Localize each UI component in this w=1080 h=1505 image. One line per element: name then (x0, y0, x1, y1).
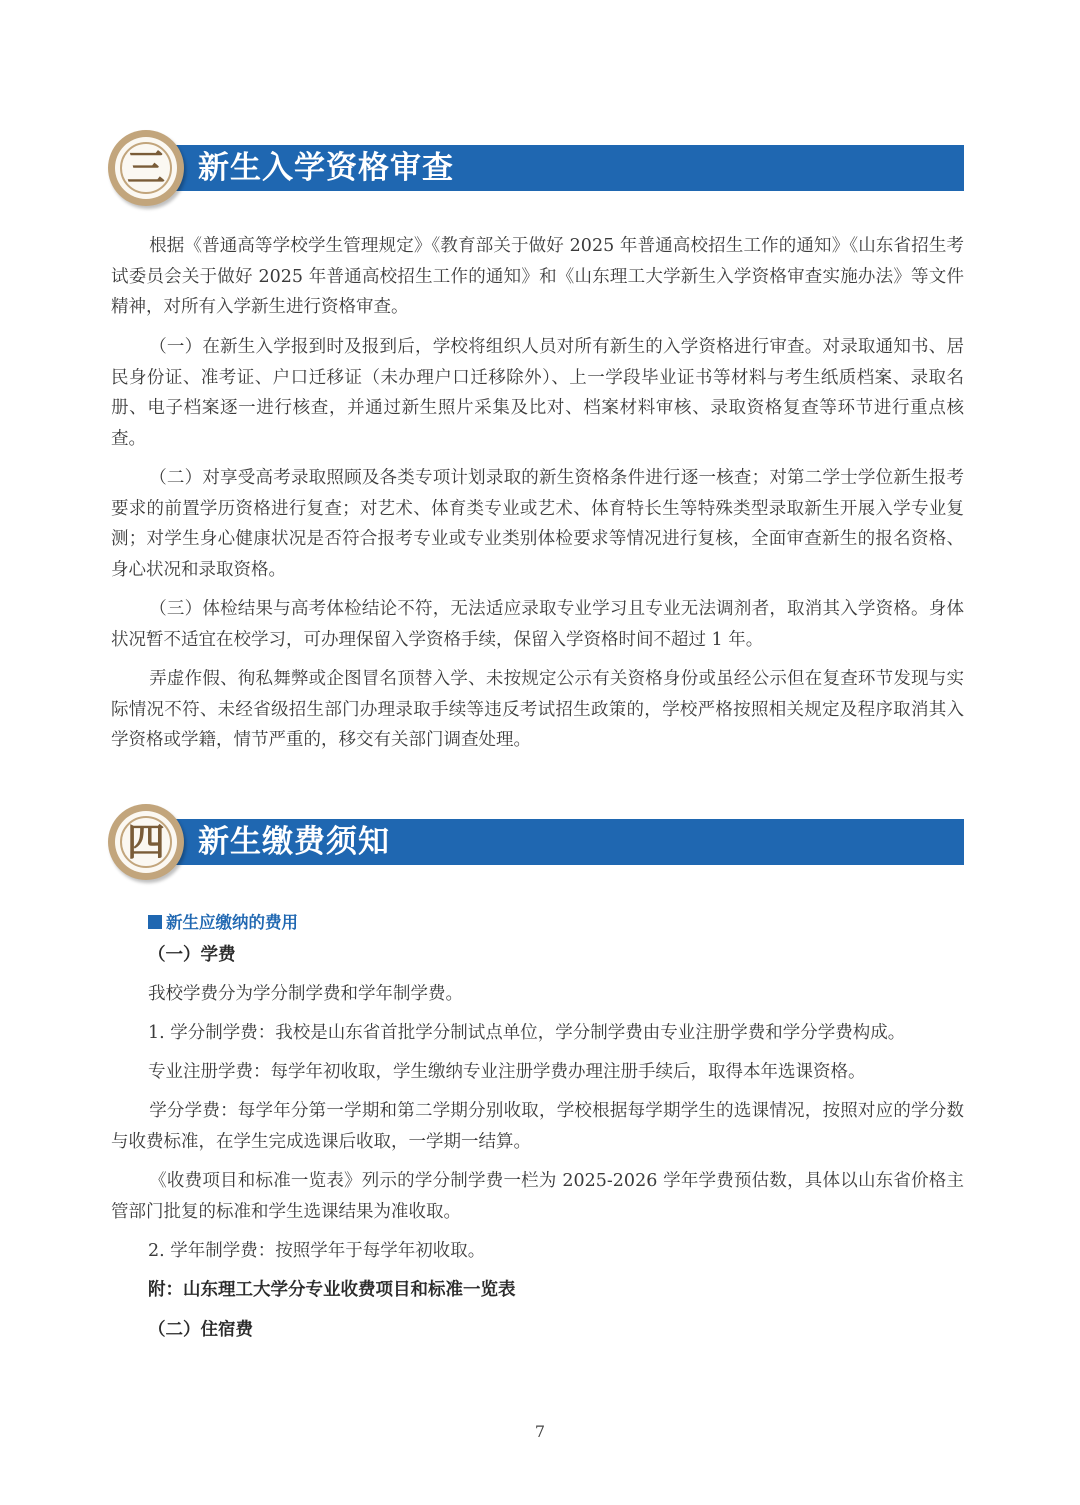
section-header-3 (108, 135, 964, 213)
paragraph: （三）体检结果与高考体检结论不符，无法适应录取专业学习且专业无法调剂者，取消其入学资格。身体状况暂不适宜在校学习，可办理保留入学资格手续，保留入学资格时间不超过 1 年。 (111, 599, 964, 650)
text-line: 专业注册学费：每学年初收取，学生缴纳专业注册学费办理注册手续后，取得本年选课资格。 (148, 1062, 866, 1082)
section-number-badge (108, 130, 184, 206)
section-title-bar (156, 145, 964, 191)
section-number: 四 (126, 820, 165, 864)
section-title: 新生缴费须知 (198, 824, 390, 860)
appendix-line: 附：山东理工大学分专业收费项目和标准一览表 (148, 1280, 516, 1300)
tuition-heading: （一）学费 (148, 945, 236, 965)
section-title: 新生入学资格审查 (198, 150, 454, 186)
fee-subheading: 新生应缴纳的费用 (148, 910, 298, 936)
square-bullet-icon (148, 915, 162, 929)
paragraph: 根据《普通高等学校学生管理规定》《教育部关于做好 2025 年普通高校招生工作的通知》《山东省招生考试委员会关于做好 2025 年普通高校招生工作的通知》和《山东理工大学新生入学资格审查实施办法》等文件精神，对所有入学新生进行资格审查。 (111, 236, 964, 317)
section-title-bar (156, 819, 964, 865)
paragraph: 弄虚作假、徇私舞弊或企图冒名顶替入学、未按规定公示有关资格身份或虽经公示但在复查环节发现与实际情况不符、未经省级招生部门办理录取手续等违反考试招生政策的，学校严格按照相关规定及程序取消其入学资格或学籍，情节严重的，移交有关部门调查处理。 (111, 669, 964, 750)
paragraph: （一）在新生入学报到时及报到后，学校将组织人员对所有新生的入学资格进行审查。对录取通知书、居民身份证、准考证、户口迁移证（未办理户口迁移除外）、上一学段毕业证书等材料与考生纸质档案、录取名册、电子档案逐一进行核查，并通过新生照片采集及比对、档案材料审核、录取资格复查等环节进行重点核查。 (111, 337, 964, 449)
section-number-badge (108, 804, 184, 880)
text-line: 2. 学年制学费：按照学年于每学年初收取。 (148, 1241, 486, 1261)
text-line: 我校学费分为学分制学费和学年制学费。 (148, 984, 463, 1004)
page-number: 7 (534, 1422, 546, 1441)
paragraph: 《收费项目和标准一览表》列示的学分制学费一栏为 2025-2026 学年学费预估数，具体以山东省价格主管部门批复的标准和学生选课结果为准收取。 (111, 1171, 964, 1222)
section-header-4 (108, 809, 964, 887)
dorm-heading: （二）住宿费 (148, 1320, 253, 1340)
text-line: 1. 学分制学费：我校是山东省首批学分制试点单位，学分制学费由专业注册学费和学分学费构成。 (148, 1023, 906, 1043)
section-number: 三 (126, 146, 165, 190)
paragraph: （二）对享受高考录取照顾及各类专项计划录取的新生资格条件进行逐一核查；对第二学士学位新生报考要求的前置学历资格进行复查；对艺术、体育类专业或艺术、体育特长生等特殊类型录取新生开展入学专业复测；对学生身心健康状况是否符合报考专业或专业类别体检要求等情况进行复核，全面审查新生的报名资格、身心状况和录取资格。 (111, 468, 964, 580)
paragraph: 学分学费：每学年分第一学期和第二学期分别收取，学校根据每学期学生的选课情况，按照对应的学分数与收费标准，在学生完成选课后收取，一学期一结算。 (111, 1101, 964, 1152)
